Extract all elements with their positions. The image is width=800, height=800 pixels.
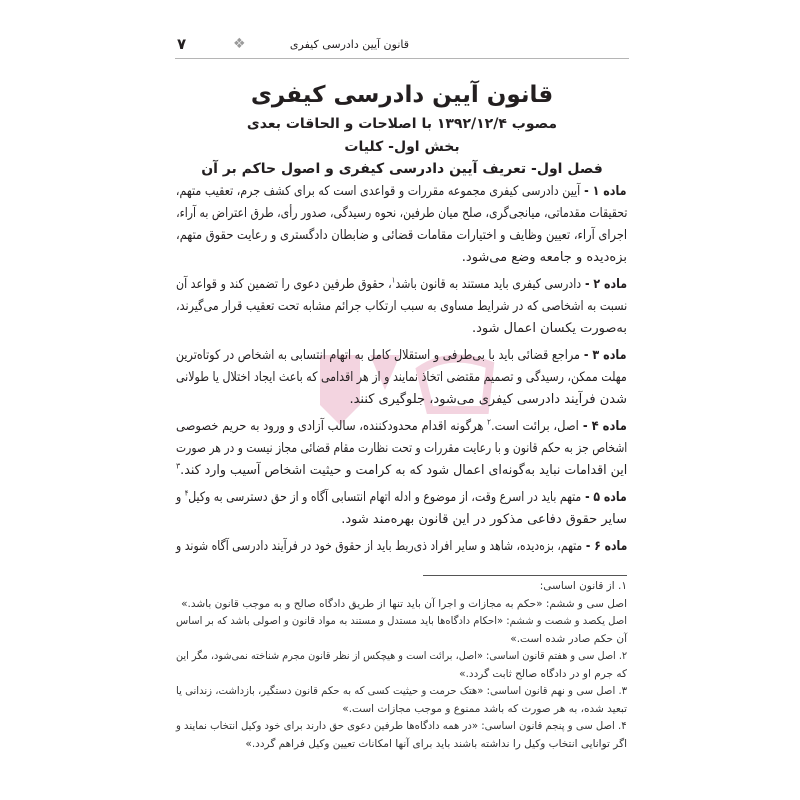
article-label: ماده ۵ -: [581, 490, 627, 505]
text-line: اشخاص جز به حکم قانون و با رعایت مقررات و تحت نظارت مقام قضائی مجاز نیست و در هر صورت: [175, 441, 627, 456]
text-line: تحقیقات مقدماتی، میانجی‌گری، صلح میان طرفین، نحوه رسیدگی، صدور رأی، طرق اعتراض به آراء،: [175, 206, 627, 221]
text-line: اصل یکصد و شصت و ششم: «احکام دادگاه‌ها باید مستدل و مستند به مواد قانون و اصولی باشد که بر اساس: [176, 615, 627, 627]
text-line: ۳. اصل سی و نهم قانون اساسی: «هتک حرمت و حیثیت کسی که به حکم قانون دستگیر، بازداشت، زندانی یا: [175, 685, 627, 697]
text-line: بزه‌دیده و جامعه وضع می‌شود.: [461, 250, 627, 265]
text-line: که جرم او در دادگاه صالح ثابت گردد.»: [459, 667, 627, 680]
article: [176, 345, 627, 411]
text-line: تبعید شده، به هر صورت که باشد ممنوع و موجب مجازات است.»: [342, 702, 627, 715]
footnote-divider: [423, 575, 627, 576]
text-line: نسبت به اشخاصی که در شرایط مساوی به سبب ارتکاب جرائم مشابه تحت تعقیب قرار می‌گیرند،: [175, 299, 627, 314]
text-line: اجرای آراء، تعیین وظایف و اختیارات مقامات قضائی و ضابطان دادگستری و رعایت حقوق متهم،: [175, 228, 627, 243]
text-line: ماده ۲ - دادرسی کیفری باید مستند به قانون باشد$^۱$، حقوق طرفین دعوی را تضمین کند و قواعد آن: [175, 275, 627, 292]
article-label: ماده ۶ -: [581, 539, 627, 554]
article: [176, 536, 627, 558]
subtitle: مصوب ۱۳۹۲/۱۲/۴ با اصلاحات و الحاقات بعدی: [246, 116, 558, 132]
text-line: ماده ۱ - آیین دادرسی کیفری مجموعه مقررات و قواعدی است که برای کشف جرم، تعقیب متهم،: [176, 184, 627, 199]
text-line: اصل سی و ششم: «حکم به مجازات و اجرا آن باید تنها از طریق دادگاه صالح و به موجب قانون باشد.»: [181, 597, 627, 610]
article-label: ماده ۱ -: [580, 184, 627, 199]
text-line: آن حکم صادر شده است.»: [510, 632, 627, 645]
page-number: ۷: [177, 35, 187, 53]
footnote-ref: ۴: [184, 488, 189, 498]
footnotes: [176, 578, 627, 753]
ornament-icon: ❖: [233, 36, 246, 52]
part-heading: بخش اول- کلیات: [344, 139, 460, 155]
article-label: ماده ۳ -: [580, 348, 627, 363]
text-line: به‌صورت یکسان اعمال شود.: [472, 321, 627, 336]
text-line: ۴. اصل سی و پنجم قانون اساسی: «در همه دادگاه‌ها طرفین دعوی حق دارند برای خود وکیل انتخاب نمایند و: [176, 720, 627, 732]
text-line: ۲. اصل سی و هفتم قانون اساسی: «اصل، برائت است و هیچکس از نظر قانون مجرم شناخته نمی‌شود، مگر این: [175, 650, 627, 662]
text-line: مهلت ممکن، رسیدگی و تصمیم مقتضی اتخاذ نمایند و از هر اقدامی که باعث ایجاد اختلال یا طولانی: [176, 370, 627, 385]
text-line: ماده ۶ - متهم، بزه‌دیده، شاهد و سایر افراد ذی‌ربط باید از حقوق خود در فرآیند دادرسی آگاه شوند و: [175, 539, 627, 554]
text-line: سایر حقوق دفاعی مذکور در این قانون بهره‌مند شود.: [341, 512, 627, 527]
running-header: [175, 34, 629, 56]
text-line: اگر توانایی انتخاب وکیل را نداشته باشند باید برای آنها امکانات تعیین وکیل فراهم گردد.»: [245, 737, 627, 750]
text-line: این اقدامات نباید به‌گونه‌ای اعمال شود که به کرامت و حیثیت اشخاص آسیب وارد کند.$^۳$: [175, 461, 627, 478]
article: [176, 416, 627, 482]
footnote-ref: ۱: [391, 275, 396, 285]
article-label: ماده ۲ -: [581, 277, 627, 292]
article: [176, 181, 627, 269]
running-title: قانون آیین دادرسی کیفری: [289, 38, 409, 51]
header-divider: [175, 58, 629, 59]
text-line: ۱. از قانون اساسی:: [539, 580, 627, 592]
text-line: ماده ۵ - متهم باید در اسرع وقت، از موضوع و ادله اتهام انتسابی آگاه و از حق دسترسی به وکیل$^۴$ و: [176, 488, 627, 505]
article-body: [176, 181, 627, 563]
chapter-heading: فصل اول- تعریف آیین دادرسی کیفری و اصول حاکم بر آن: [201, 161, 603, 177]
page-title: قانون آیین دادرسی کیفری: [250, 82, 554, 108]
text-line: ماده ۳ - مراجع قضائی باید با بی‌طرفی و استقلال کامل به اتهام انتسابی به اشخاص در کوتاه‌ترین: [176, 348, 627, 363]
article: [176, 274, 627, 340]
footnote-ref: ۲: [487, 417, 492, 427]
text-line: شدن فرآیند دادرسی کیفری می‌شود، جلوگیری کنند.: [349, 392, 627, 407]
footnote-ref: ۳: [175, 461, 180, 471]
article-label: ماده ۴ -: [578, 419, 627, 434]
text-line: ماده ۴ - اصل، برائت است.$^۲$ هرگونه اقدام محدودکننده، سالب آزادی و ورود به حریم خصوصی: [176, 417, 627, 434]
article: [176, 487, 627, 531]
